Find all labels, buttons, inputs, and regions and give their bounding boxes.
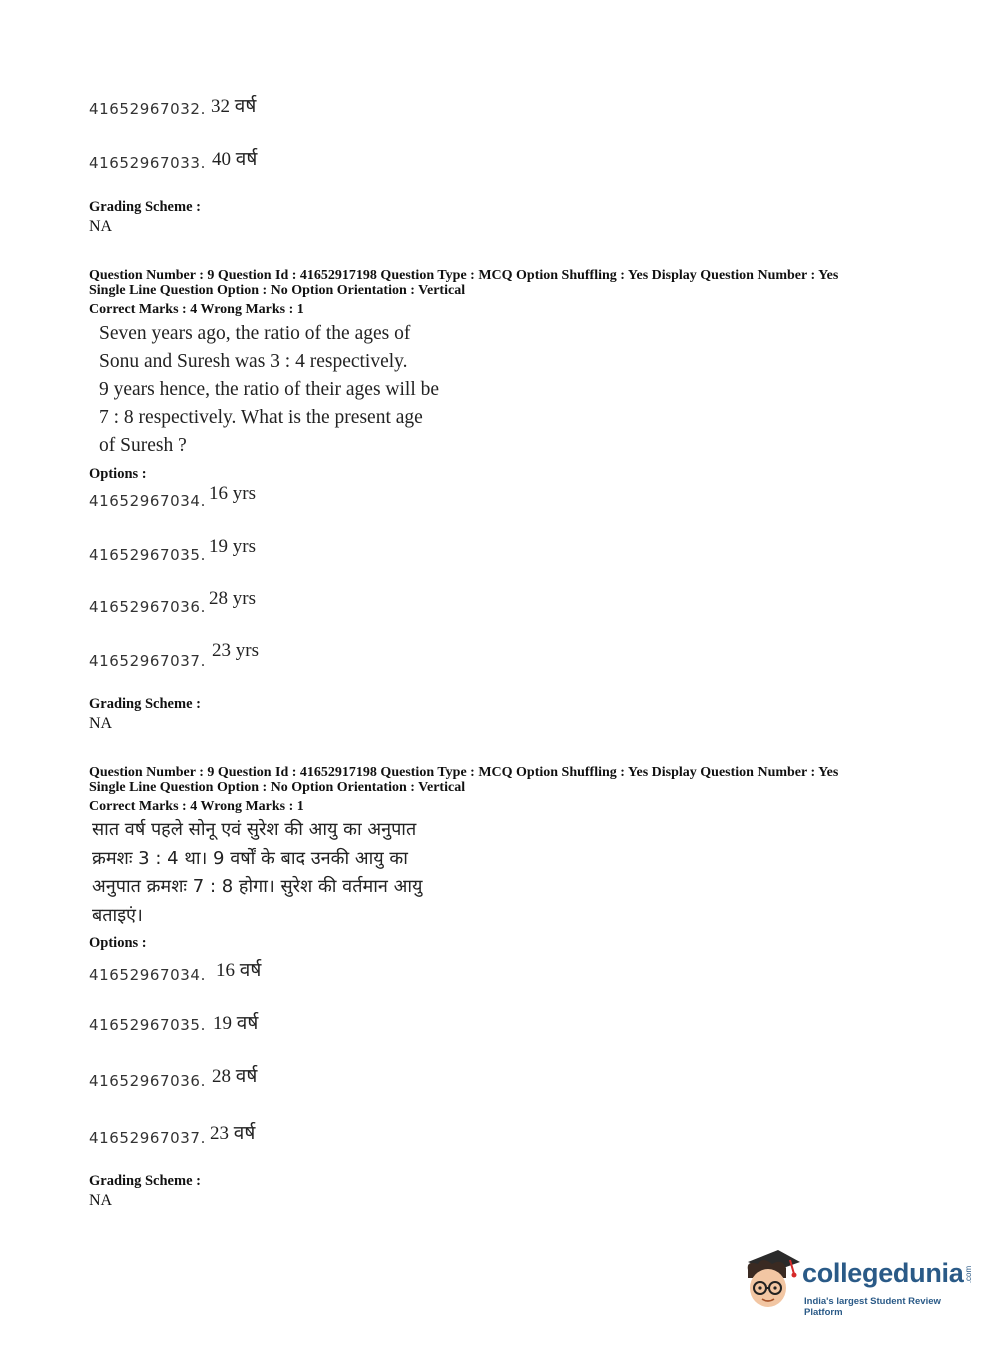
- option-id: 41652967035.: [89, 546, 206, 564]
- question-text: [99, 320, 479, 460]
- option-id: 41652967034.: [89, 966, 206, 984]
- options-label: Options :: [89, 466, 147, 482]
- question-meta-line: Single Line Question Option : No Option Orientation : Vertical: [89, 780, 466, 795]
- option-id: 41652967034.: [89, 492, 206, 510]
- grading-scheme-label: Grading Scheme :: [89, 199, 201, 215]
- grading-scheme-value: NA: [89, 1192, 113, 1209]
- option-value: 23 वर्ष: [210, 1123, 256, 1144]
- option-value: 16 yrs: [209, 483, 256, 504]
- option-id: 41652967033.: [89, 154, 206, 172]
- logo-domain-suffix: .com: [964, 1265, 974, 1284]
- option-id: 41652967036.: [89, 1072, 206, 1090]
- question-text-line: 7 : 8 respectively. What is the present age: [99, 407, 423, 428]
- option-value: 16 वर्ष: [216, 960, 262, 981]
- option-id: 41652967037.: [89, 1129, 206, 1147]
- grading-scheme-label: Grading Scheme :: [89, 1173, 201, 1189]
- marks-line: Correct Marks : 4 Wrong Marks : 1: [89, 302, 304, 317]
- question-text-line: बताइएं।: [92, 904, 143, 926]
- option-value: 19 yrs: [209, 536, 256, 557]
- grading-scheme-label: Grading Scheme :: [89, 696, 201, 712]
- grading-scheme-value: NA: [89, 715, 113, 732]
- question-meta-line: Question Number : 9 Question Id : 41652917198 Question Type : MCQ Option Shuffling : Yes Display Question Number : Yes: [89, 268, 839, 283]
- question-text-line: 9 years hence, the ratio of their ages will be: [99, 379, 440, 400]
- option-value: 28 yrs: [209, 588, 256, 609]
- question-text-line: of Suresh ?: [99, 435, 187, 456]
- question-meta-line: Question Number : 9 Question Id : 41652917198 Question Type : MCQ Option Shuffling : Yes Display Question Number : Yes: [89, 765, 839, 780]
- question-text-line: सात वर्ष पहले सोनू एवं सुरेश की आयु का अनुपात: [92, 819, 417, 840]
- logo-tagline: India's largest Student Review Platform: [804, 1296, 941, 1318]
- grading-scheme-value: NA: [89, 218, 113, 235]
- option-value: 23 yrs: [212, 640, 259, 661]
- option-value: 32 वर्ष: [211, 96, 257, 117]
- question-text-line: क्रमशः 3 : 4 था। 9 वर्षों के बाद उनकी आयु का: [92, 847, 408, 869]
- question-meta-line: Single Line Question Option : No Option Orientation : Vertical: [89, 283, 466, 298]
- student-mascot-icon: [742, 1248, 802, 1312]
- options-label: Options :: [89, 935, 147, 951]
- marks-line: Correct Marks : 4 Wrong Marks : 1: [89, 799, 304, 814]
- option-id: 41652967032.: [89, 100, 206, 118]
- logo-wordmark: collegedunia: [802, 1258, 964, 1288]
- question-text-line: Sonu and Suresh was 3 : 4 respectively.: [99, 351, 408, 372]
- option-id: 41652967035.: [89, 1016, 206, 1034]
- option-id: 41652967037.: [89, 652, 206, 670]
- option-value: 40 वर्ष: [212, 149, 258, 170]
- option-id: 41652967036.: [89, 598, 206, 616]
- option-value: 28 वर्ष: [212, 1066, 258, 1087]
- option-value: 19 वर्ष: [213, 1013, 259, 1034]
- question-text-line: अनुपात क्रमशः 7 : 8 होगा। सुरेश की वर्तमान आयु: [92, 876, 423, 897]
- question-text-line: Seven years ago, the ratio of the ages of: [99, 323, 411, 344]
- question-text: [92, 816, 472, 930]
- collegedunia-logo[interactable]: [742, 1248, 972, 1316]
